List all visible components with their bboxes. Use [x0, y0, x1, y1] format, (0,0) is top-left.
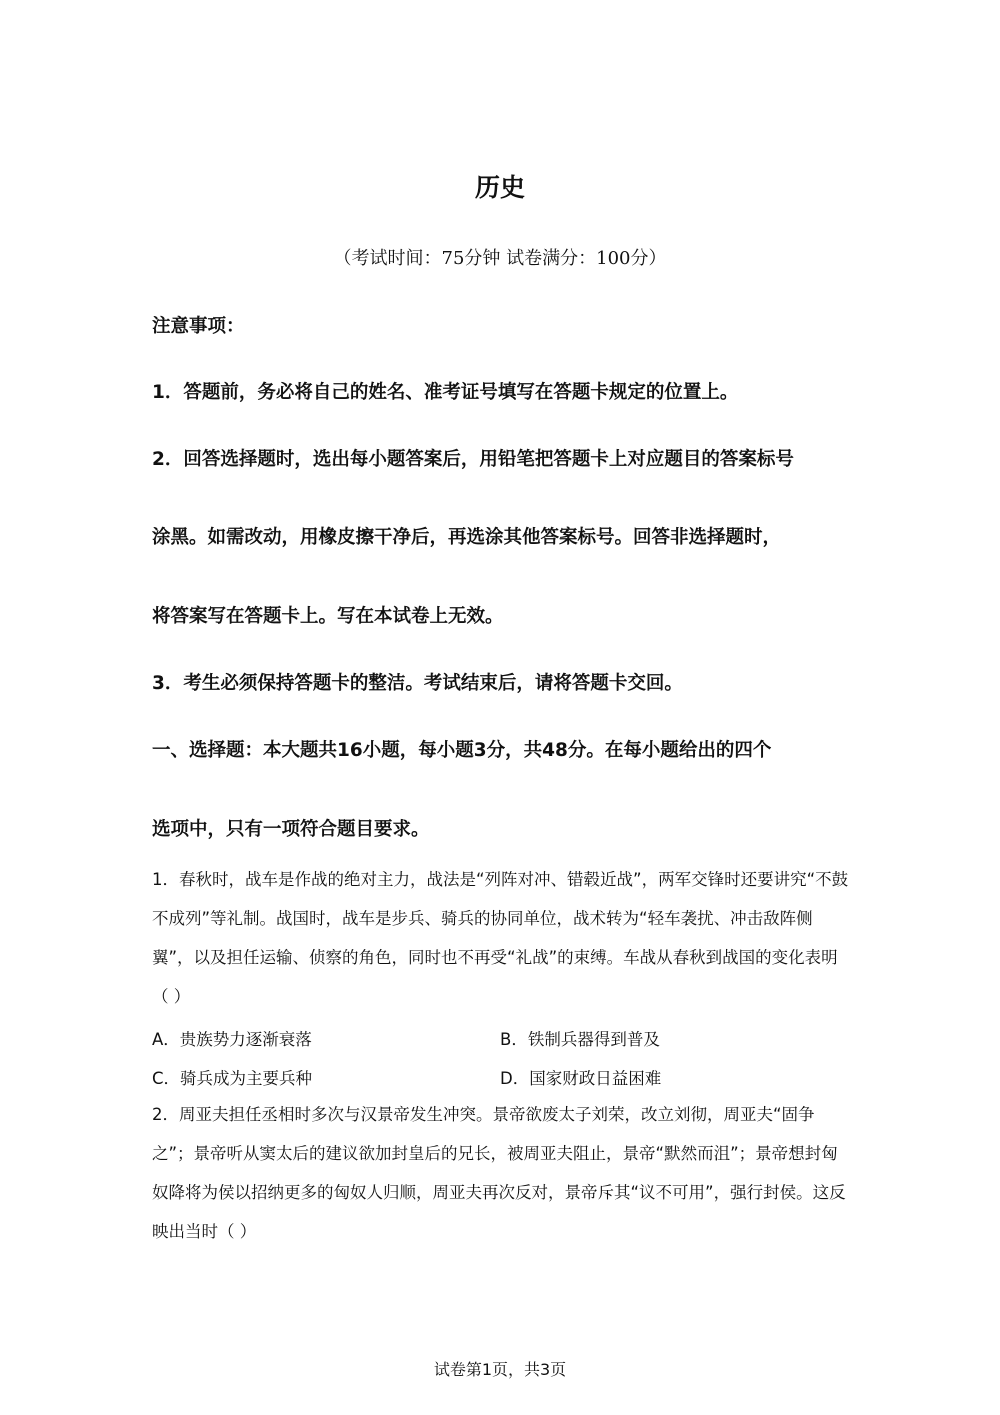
- exam-title: 历史: [474, 173, 525, 202]
- question-2-stem: 2．周亚夫担任丞相时多次与汉景帝发生冲突。景帝欲废太子刘荣，改立刘彻，周亚夫“固争之”；景帝听从窦太后的建议欲加封皇后的兄长，被周亚夫阻止，景帝“默然而沮”；景帝想封匈奴降将为侯以招纳更多的匈奴人归顺，周亚夫再次反对，景帝斥其“议不可用”，强行封侯。这反映出当时（ ）: [152, 1105, 846, 1241]
- question-1-option-d: D．国家财政日益困难: [500, 1069, 662, 1088]
- section-1-heading-line-1: 一、选择题：本大题共16小题，每小题3分，共48分。在每小题给出的四个: [152, 740, 772, 761]
- notice-heading: 注意事项：: [152, 316, 245, 337]
- notice-item-3: 3．考生必须保持答题卡的整洁。考试结束后，请将答题卡交回。: [152, 673, 683, 694]
- page-footer: 试卷第1页，共3页: [433, 1360, 567, 1379]
- notice-item-2-line-1: 2．回答选择题时，选出每小题答案后，用铅笔把答题卡上对应题目的答案标号: [152, 449, 794, 470]
- notice-item-1: 1．答题前，务必将自己的姓名、准考证号填写在答题卡规定的位置上。: [152, 382, 739, 403]
- notice-item-2-line-2: 涂黑。如需改动，用橡皮擦干净后，再选涂其他答案标号。回答非选择题时，: [152, 527, 782, 548]
- section-1-heading-line-2: 选项中，只有一项符合题目要求。: [152, 819, 430, 840]
- question-1-option-b: B．铁制兵器得到普及: [500, 1030, 660, 1049]
- exam-subtitle: （考试时间：75分钟 试卷满分：100分）: [333, 248, 667, 269]
- notice-item-2-line-3: 将答案写在答题卡上。写在本试卷上无效。: [152, 606, 504, 627]
- question-1-option-a: A．贵族势力逐渐衰落: [152, 1030, 312, 1049]
- question-1-option-c: C．骑兵成为主要兵种: [152, 1069, 313, 1088]
- question-1-stem: 1．春秋时，战车是作战的绝对主力，战法是“列阵对冲、错毂近战”，两军交锋时还要讲究“不鼓不成列”等礼制。战国时，战车是步兵、骑兵的协同单位，战术转为“轻车袭扰、冲击敌阵侧翼”，以及担任运输、侦察的角色，同时也不再受“礼战”的束缚。车战从春秋到战国的变化表明（ ）: [152, 870, 849, 1006]
